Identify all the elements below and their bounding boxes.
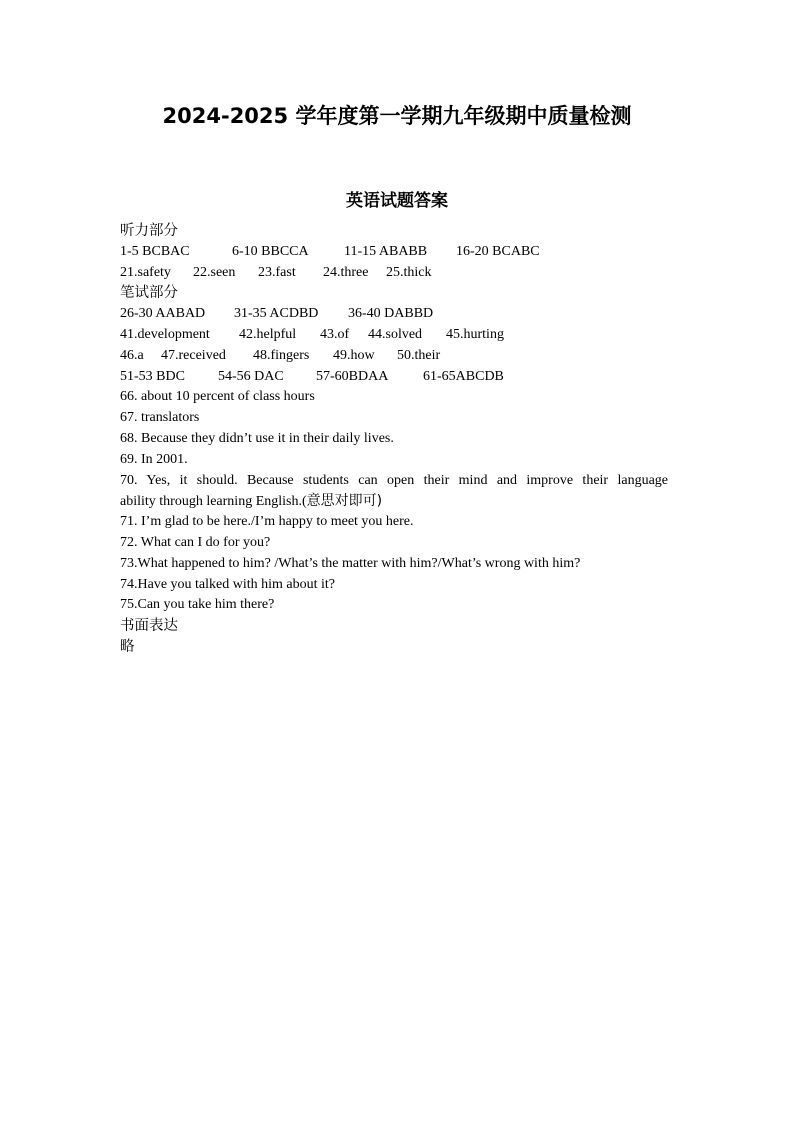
answer-group: 11-15 ABABB (344, 243, 428, 259)
answer-group: 1-5 BCBAC (120, 243, 190, 259)
answer-row-written-3 (120, 346, 668, 367)
answer-item: 50.their (397, 347, 441, 363)
answer-70-line2 (120, 491, 668, 512)
answer-item: 44.solved (368, 326, 423, 342)
answer-item: 43.of (320, 326, 350, 342)
answer-row-listening-1 (120, 242, 668, 263)
answer-group: 57-60BDAA (316, 368, 389, 384)
page-subtitle: 英语试题答案 (346, 191, 448, 211)
answer-item: 49.how (333, 347, 375, 363)
answer-group: 26-30 AABAD (120, 306, 206, 322)
answer-item: 48.fingers (253, 347, 310, 363)
answer-item: 41.development (120, 326, 210, 342)
answer-row-written-2 (120, 325, 668, 346)
answer-74: 74.Have you talked with him about it? (120, 576, 336, 592)
page-title: 2024-2025 学年度第一学期九年级期中质量检测 (162, 104, 632, 128)
writing-content: 略 (120, 638, 135, 655)
answer-group: 54-56 DAC (218, 368, 284, 384)
answer-73: 73.What happened to him? /What’s the matter with him?/What’s wrong with him? (120, 555, 581, 571)
answer-group: 6-10 BBCCA (232, 243, 309, 259)
answer-group: 31-35 ACDBD (234, 306, 319, 322)
section-label-writing: 书面表达 (120, 618, 178, 635)
answer-row-written-1 (120, 304, 668, 325)
answer-item: 23.fast (258, 264, 296, 280)
answer-69: 69. In 2001. (120, 451, 188, 467)
section-label-listening: 听力部分 (120, 223, 178, 239)
answer-71: 71. I’m glad to be here./I’m happy to meet you here. (120, 514, 414, 530)
answer-item: 46.a (120, 347, 144, 363)
answer-item: 47.received (161, 347, 226, 363)
answer-item: 21.safety (120, 264, 171, 280)
answer-group: 61-65ABCDB (423, 368, 504, 384)
answer-row-written-4 (120, 367, 668, 388)
answer-66: 66. about 10 percent of class hours (120, 389, 315, 405)
answer-item: 42.helpful (239, 326, 297, 342)
answer-72: 72. What can I do for you? (120, 534, 271, 550)
answer-item: 24.three (323, 264, 369, 280)
answer-content (120, 221, 668, 658)
section-label-written: 笔试部分 (120, 285, 178, 302)
answer-70-note: 意思对即可) (306, 493, 383, 510)
answer-item: 45.hurting (446, 326, 504, 342)
answer-item: 25.thick (386, 264, 432, 280)
answer-group: 36-40 DABBD (348, 306, 434, 322)
answer-75: 75.Can you take him there? (120, 597, 275, 613)
answer-row-listening-2 (120, 263, 668, 284)
answer-item: 22.seen (193, 264, 236, 280)
answer-70-line1: 70. Yes, it should. Because students can open their mind and improve their language (120, 472, 668, 488)
answer-67: 67. translators (120, 410, 200, 426)
answer-70-text: ability through learning English.( (120, 494, 307, 510)
answer-group: 51-53 BDC (120, 368, 185, 384)
answer-group: 16-20 BCABC (456, 243, 540, 259)
answer-68: 68. Because they didn’t use it in their daily lives. (120, 430, 394, 446)
